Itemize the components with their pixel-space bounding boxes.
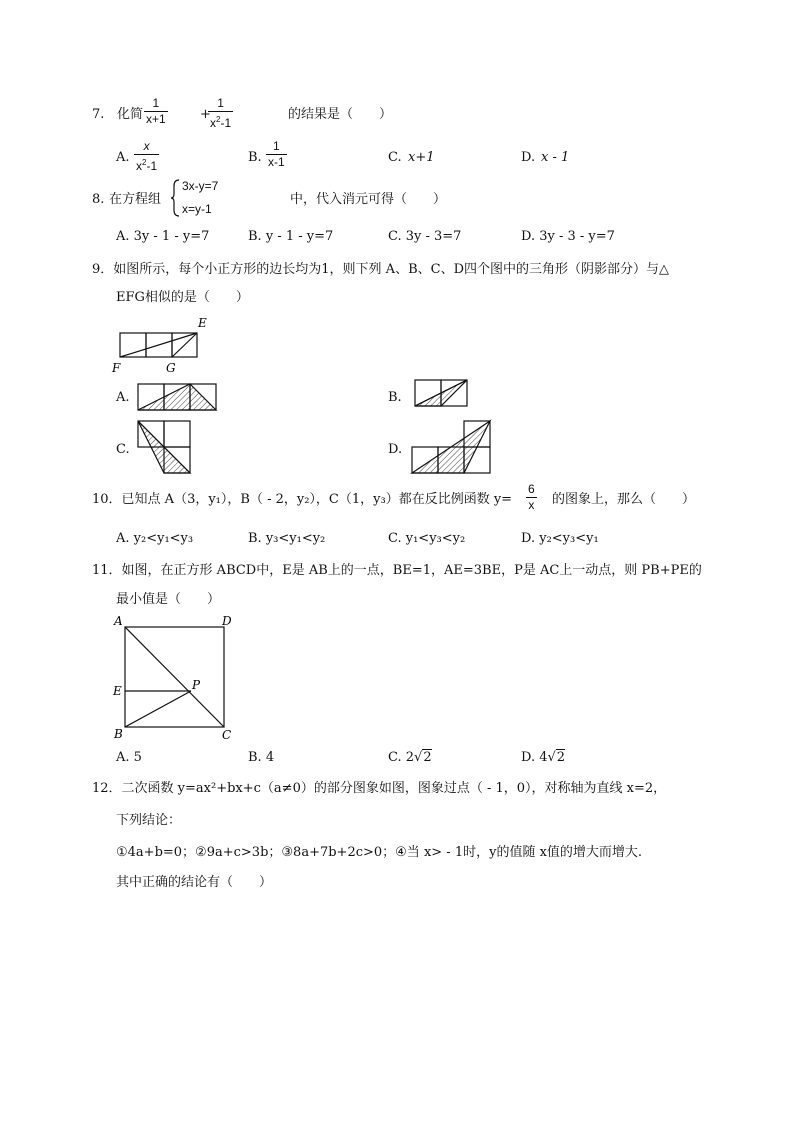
q7-number: 7. bbox=[92, 107, 105, 122]
q7-tail: 的结果是（ ） bbox=[288, 107, 393, 122]
q7-stem: 化简 bbox=[117, 107, 144, 122]
q7-option-c-label: C. bbox=[388, 150, 402, 165]
q8-option-b: B. y - 1 - y=7 bbox=[248, 229, 334, 244]
q9-option-c-figure bbox=[136, 419, 194, 477]
q11-question-line-1: 11．如图，在正方形 ABCD中，E是 AB上的一点，BE=1，AE=3BE，P是 AC上一动点，则 PB+PE的 bbox=[92, 563, 702, 578]
q11-label-d: D bbox=[222, 614, 232, 628]
q9-option-a-figure bbox=[136, 382, 220, 414]
q9-label-f: F bbox=[112, 361, 121, 374]
q7-option-a-label: A. bbox=[116, 150, 130, 165]
q8-stem: 在方程组 bbox=[109, 192, 162, 207]
q7-option-a: $\frac{x}{x^2-1}$ bbox=[136, 139, 158, 173]
q7-plus: + bbox=[200, 107, 211, 122]
q10-option-b: B. y₃<y₁<y₂ bbox=[248, 531, 326, 546]
q9-reference-figure bbox=[108, 314, 218, 374]
q12-question-line-2: 下列结论： bbox=[116, 813, 182, 828]
q8-brace bbox=[171, 178, 181, 218]
q8-number: 8. bbox=[92, 192, 105, 207]
q10-tail: 的图象上，那么（ ） bbox=[552, 492, 696, 507]
q12-question-line-4: 其中正确的结论有（ ） bbox=[116, 875, 273, 890]
q8-option-d: D. 3y - 3 - y=7 bbox=[521, 229, 615, 244]
q7-option-d: x - 1 bbox=[541, 150, 570, 165]
q11-label-c: C bbox=[222, 728, 232, 742]
q7-option-b: $\frac{1}{x-1}$ bbox=[268, 139, 285, 169]
q11-label-b: B bbox=[114, 727, 123, 741]
q7-fraction-2: $\frac{1}{x^2-1}$ bbox=[210, 96, 232, 130]
q11-label-a: A bbox=[114, 614, 123, 628]
q10-fraction: $\frac{6}{x}$ bbox=[528, 482, 535, 512]
q9-option-c-label: C. bbox=[116, 442, 130, 457]
q11-square-figure bbox=[108, 610, 238, 745]
q8-tail: 中，代入消元可得（ ） bbox=[290, 192, 447, 207]
q10-option-d: D. y₂<y₃<y₁ bbox=[521, 531, 599, 546]
q10-question: 10．已知点 A（3，y₁），B（ - 2，y₂），C（1，y₃）都在反比例函数 y= bbox=[92, 492, 513, 507]
q10-option-a: A. y₂<y₁<y₃ bbox=[116, 531, 194, 546]
q12-question-line-1: 12．二次函数 y=ax²+bx+c（a≠0）的部分图象如图，图象过点（ - 1，0），对称轴为直线 x=2， bbox=[92, 781, 667, 796]
q8-option-a: A. 3y - 1 - y=7 bbox=[116, 229, 210, 244]
q10-option-c: C. y₁<y₃<y₂ bbox=[388, 531, 466, 546]
q9-option-a-label: A. bbox=[116, 390, 130, 405]
q11-label-e: E bbox=[113, 684, 122, 698]
q11-label-p: P bbox=[192, 678, 201, 692]
q9-label-e: E bbox=[198, 316, 207, 330]
q11-option-c: C. 2√2 bbox=[388, 750, 432, 765]
q8-equation-1: 3x-y=7 bbox=[182, 179, 219, 193]
q12-conclusions: ①4a+b=0；②9a+c>3b；③8a+7b+2c>0；④当 x> - 1时，y的值随 x值的增大而增大. bbox=[116, 845, 643, 860]
q9-option-d-label: D. bbox=[388, 442, 403, 457]
q7-fraction-1: $\frac{1}{x+1}$ bbox=[146, 96, 166, 126]
q9-question-line-2: EFG相似的是（ ） bbox=[116, 290, 249, 305]
q9-question-line-1: 9．如图所示，每个小正方形的边长均为1，则下列 A、B、C、D四个图中的三角形（阴影部分）与△ bbox=[92, 262, 669, 277]
q7-option-d-label: D. bbox=[521, 150, 536, 165]
q9-option-d-figure bbox=[410, 419, 494, 477]
q11-question-line-2: 最小值是（ ） bbox=[116, 592, 221, 607]
q8-equation-2: x=y-1 bbox=[182, 202, 212, 216]
q8-option-c: C. 3y - 3=7 bbox=[388, 229, 462, 244]
q11-option-b: B. 4 bbox=[248, 750, 275, 765]
q9-label-g: G bbox=[166, 361, 176, 374]
q9-option-b-label: B. bbox=[388, 390, 402, 405]
q11-option-a: A. 5 bbox=[116, 750, 142, 765]
q7-option-b-label: B. bbox=[248, 150, 262, 165]
q11-option-d: D. 4√2 bbox=[521, 750, 566, 765]
q7-option-c: x+1 bbox=[408, 150, 435, 165]
q9-option-b-figure bbox=[413, 378, 471, 410]
